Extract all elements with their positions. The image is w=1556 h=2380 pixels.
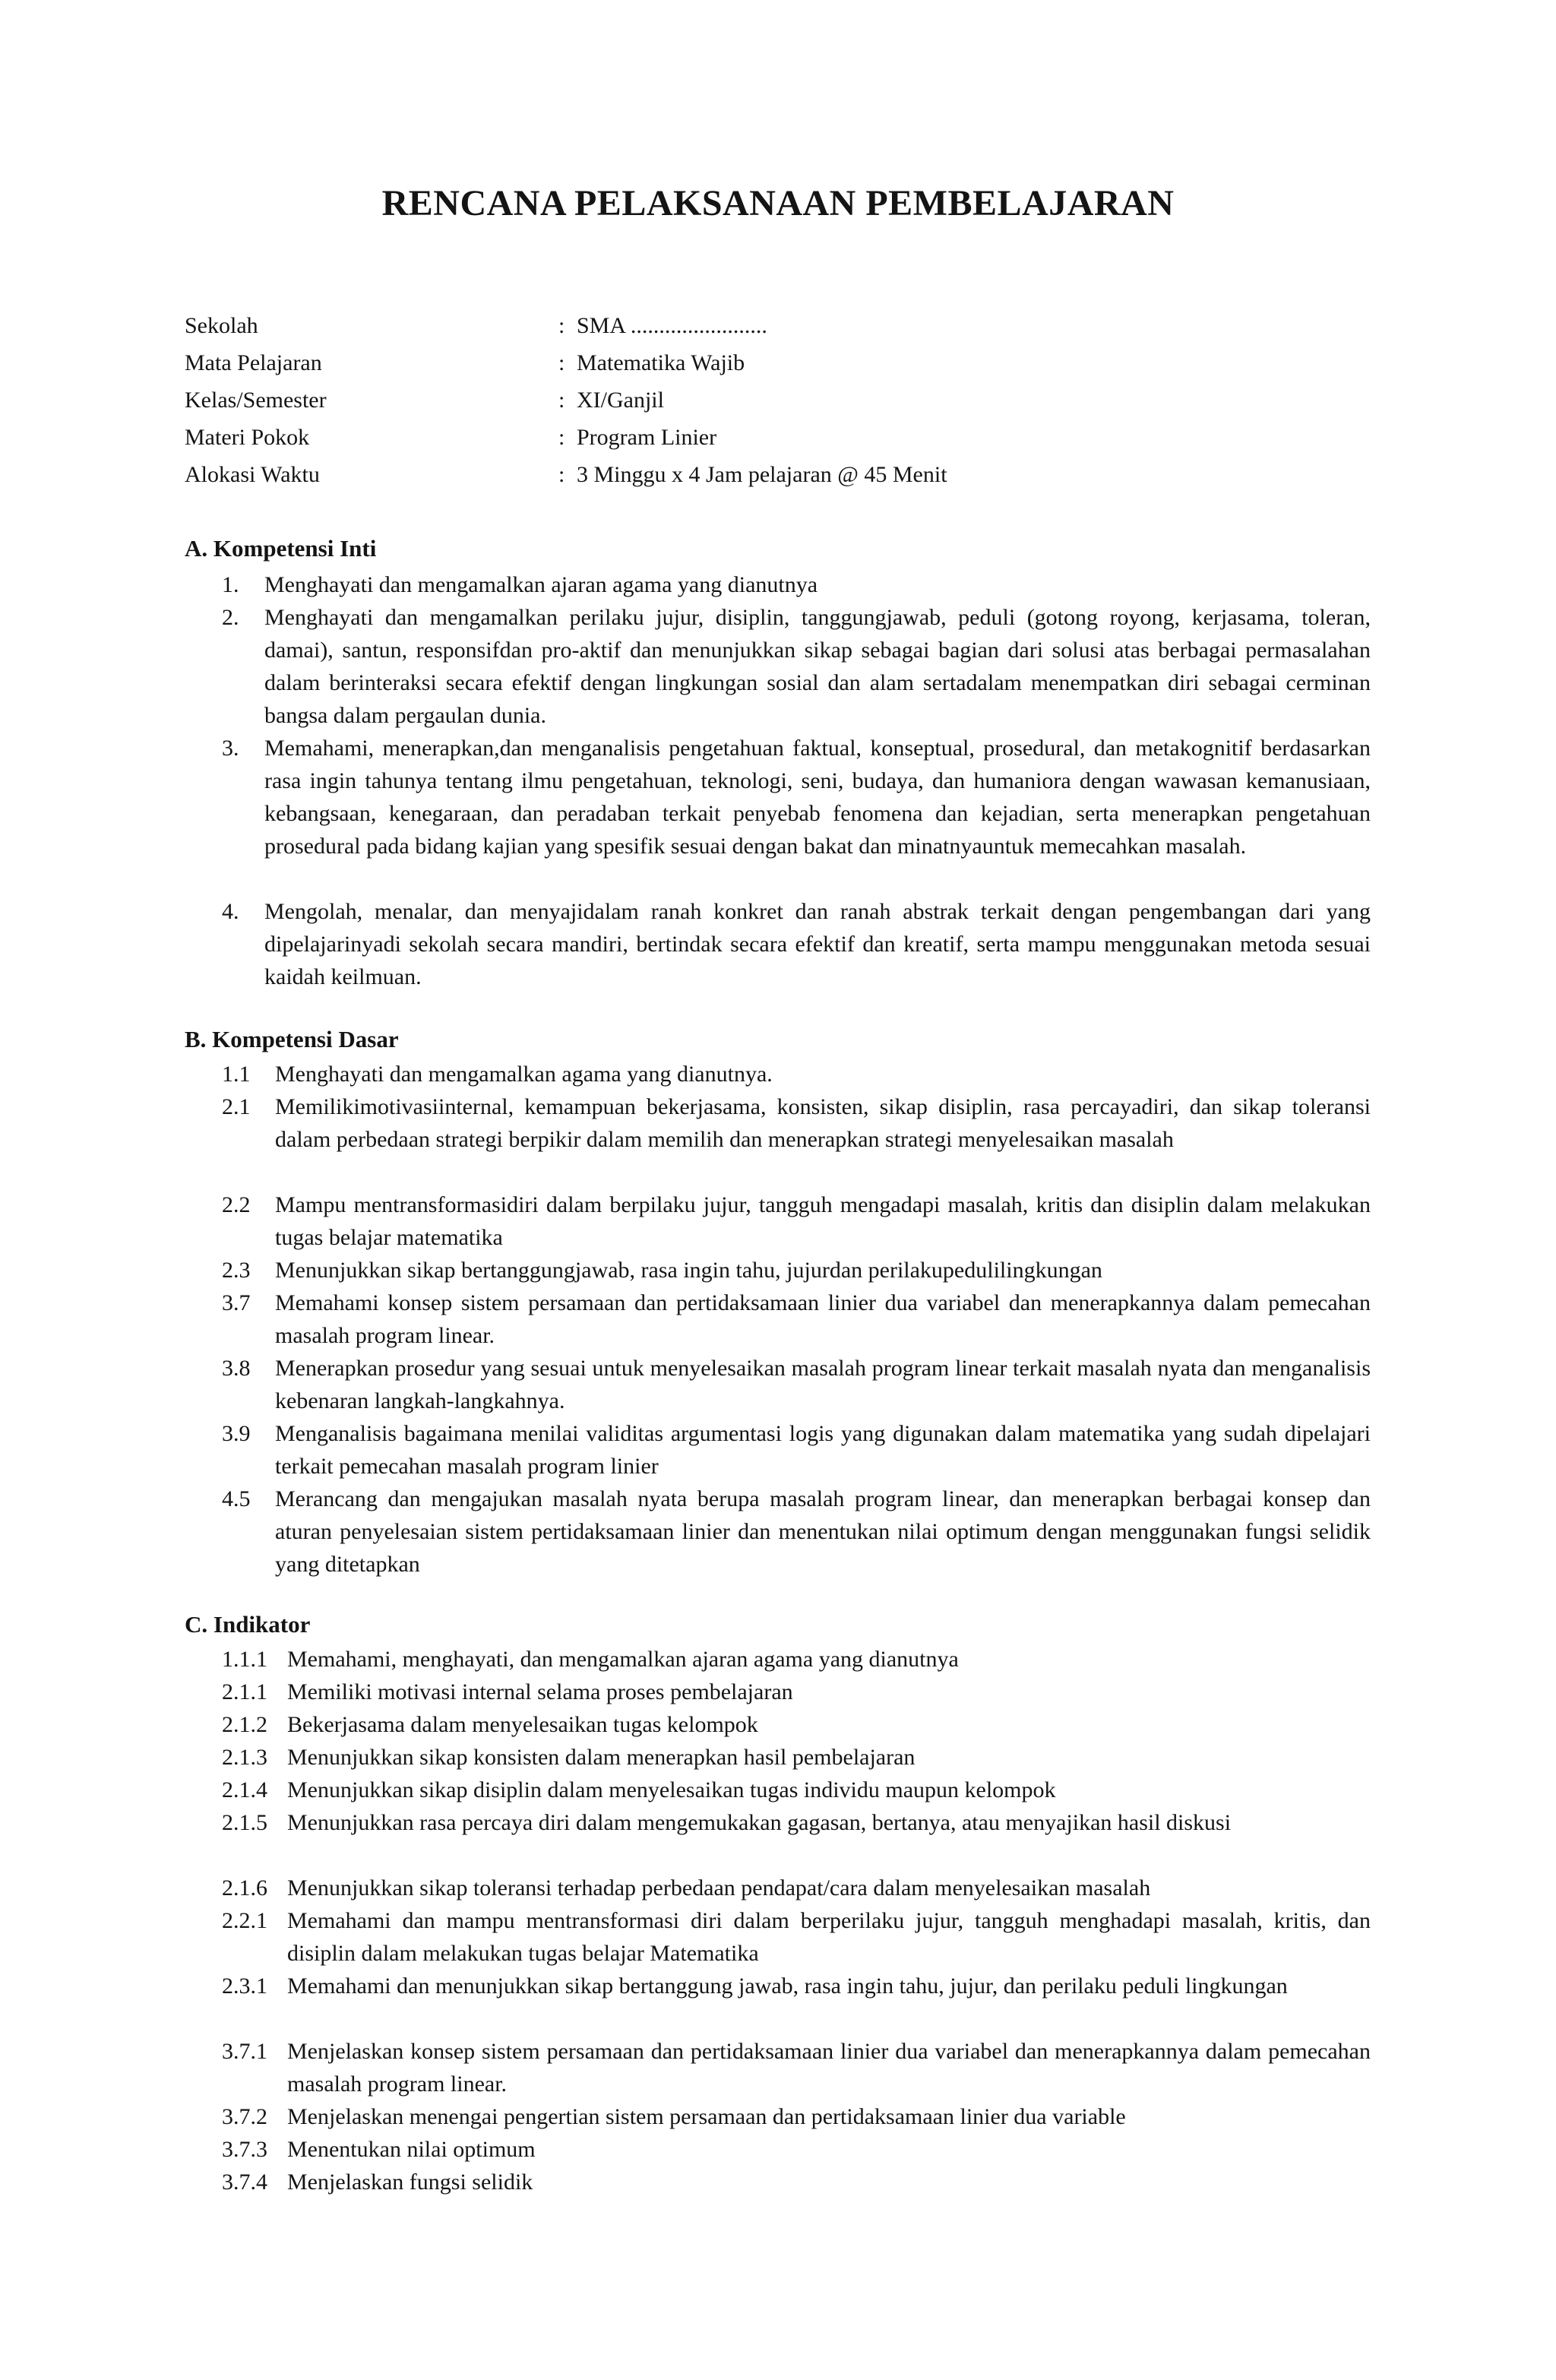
item-number: 3.9 (222, 1421, 251, 1446)
item-number: 2. (222, 605, 239, 630)
item-number: 4.5 (222, 1486, 251, 1511)
item-number: 2.1.1 (222, 1679, 267, 1704)
item-number: 2.3.1 (222, 1973, 267, 1999)
item-number: 3.7.4 (222, 2170, 267, 2195)
item-number: 2.3 (222, 1258, 251, 1283)
item-number: 2.1 (222, 1094, 251, 1119)
item-text: Menunjukkan sikap konsisten dalam menerapkan hasil pembelajaran (287, 1745, 916, 1770)
item-text: Bekerjasama dalam menyelesaikan tugas kelompok (287, 1712, 758, 1737)
section-heading-indikator: C. Indikator (185, 1611, 311, 1638)
item-text: Merancang dan mengajukan masalah nyata berupa masalah program linear, dan menerapkan berbagai konsep dan aturan penyelesaian sistem pertidaksamaan linier dan menentukan nilai optimum dengan menggunakan fungsi selidik yang ditetapkan (275, 1486, 1371, 1577)
item-text: Memahami, menghayati, dan mengamalkan ajaran agama yang dianutnya (287, 1647, 959, 1672)
identity-label: Sekolah (185, 313, 258, 338)
item-number: 3.7.2 (222, 2104, 267, 2129)
item-text: Menunjukkan sikap toleransi terhadap perbedaan pendapat/cara dalam menyelesaikan masalah (287, 1875, 1151, 1901)
item-number: 3.7 (222, 1290, 251, 1315)
identity-colon: : (558, 313, 565, 338)
item-number: 2.1.5 (222, 1810, 267, 1835)
identity-label: Mata Pelajaran (185, 350, 322, 375)
item-text: Mampu mentransformasidiri dalam berpilaku jujur, tangguh mengadapi masalah, kritis dan disiplin dalam melakukan tugas belajar matematika (275, 1192, 1371, 1250)
item-text: Menentukan nilai optimum (287, 2137, 536, 2162)
identity-colon: : (558, 462, 565, 487)
item-text: Memiliki motivasi internal selama proses pembelajaran (287, 1679, 793, 1704)
identity-colon: : (558, 425, 565, 450)
item-text: Memahami dan menunjukkan sikap bertanggung jawab, rasa ingin tahu, jujur, dan perilaku peduli lingkungan (287, 1973, 1288, 1999)
item-text: Menerapkan prosedur yang sesuai untuk menyelesaikan masalah program linear terkait masalah nyata dan menganalisis kebenaran langkah-langkahnya. (275, 1356, 1371, 1413)
item-number: 2.1.3 (222, 1745, 267, 1770)
identity-colon: : (558, 388, 565, 413)
item-text: Memahami konsep sistem persamaan dan pertidaksamaan linier dua variabel dan menerapkannya dalam pemecahan masalah program linear. (275, 1290, 1371, 1348)
item-number: 4. (222, 899, 239, 924)
section-heading-kompetensi-inti: A. Kompetensi Inti (185, 535, 377, 562)
item-text: Menghayati dan mengamalkan perilaku jujur, disiplin, tanggungjawab, peduli (gotong royong, kerjasama, toleran, damai), santun, responsifdan pro-aktif dan menunjukkan sikap sebagai bagian dari solusi atas berbagai permasalahan dalam berinteraksi secara efektif dengan lingkungan sosial dan alam sertadalam menempatkan diri sebagai cerminan bangsa dalam pergaulan dunia. (264, 605, 1371, 728)
identity-colon: : (558, 350, 565, 375)
identity-label: Kelas/Semester (185, 388, 327, 413)
item-number: 2.2 (222, 1192, 251, 1217)
item-number: 2.1.6 (222, 1875, 267, 1901)
item-text: Memahami dan mampu mentransformasi diri dalam berperilaku jujur, tangguh menghadapi masalah, kritis, dan disiplin dalam melakukan tugas belajar Matematika (287, 1908, 1371, 1966)
identity-label: Alokasi Waktu (185, 462, 320, 487)
item-text: Menunjukkan sikap bertanggungjawab, rasa ingin tahu, jujurdan perilakupedulilingkungan (275, 1258, 1102, 1283)
identity-value: 3 Minggu x 4 Jam pelajaran @ 45 Menit (577, 462, 947, 487)
identity-value: SMA ........................ (577, 313, 767, 338)
item-number: 1.1.1 (222, 1647, 267, 1672)
item-text: Menunjukkan sikap disiplin dalam menyelesaikan tugas individu maupun kelompok (287, 1777, 1056, 1802)
item-text: Memilikimotivasiinternal, kemampuan bekerjasama, konsisten, sikap disiplin, rasa percayadiri, dan sikap toleransi dalam perbedaan strategi berpikir dalam memilih dan menerapkan strategi menyelesaikan masalah (275, 1094, 1371, 1152)
item-text: Menunjukkan rasa percaya diri dalam mengemukakan gagasan, bertanya, atau menyajikan hasil diskusi (287, 1810, 1232, 1835)
item-number: 1.1 (222, 1062, 251, 1087)
identity-value: Program Linier (577, 425, 717, 450)
item-number: 2.2.1 (222, 1908, 267, 1933)
identity-value: XI/Ganjil (577, 388, 664, 413)
item-text: Menjelaskan konsep sistem persamaan dan pertidaksamaan linier dua variabel dan menerapkannya dalam pemecahan masalah program linear. (287, 2039, 1371, 2097)
item-text: Mengolah, menalar, dan menyajidalam ranah konkret dan ranah abstrak terkait dengan pengembangan dari yang dipelajarinyadi sekolah secara mandiri, bertindak secara efektif dan kreatif, serta mampu menggunakan metoda sesuai kaidah keilmuan. (264, 899, 1371, 989)
item-number: 3.8 (222, 1356, 251, 1381)
item-text: Menjelaskan menengai pengertian sistem persamaan dan pertidaksamaan linier dua variable (287, 2104, 1126, 2129)
item-number: 1. (222, 572, 239, 597)
section-heading-kompetensi-dasar: B. Kompetensi Dasar (185, 1026, 399, 1052)
item-text: Menghayati dan mengamalkan ajaran agama yang dianutnya (264, 572, 818, 597)
item-number: 3.7.3 (222, 2137, 267, 2162)
document-title: RENCANA PELAKSANAAN PEMBELAJARAN (381, 183, 1175, 223)
item-number: 3.7.1 (222, 2039, 267, 2064)
item-number: 2.1.4 (222, 1777, 267, 1802)
item-number: 3. (222, 736, 239, 761)
item-text: Menganalisis bagaimana menilai validitas argumentasi logis yang digunakan dalam matematika yang sudah dipelajari terkait pemecahan masalah program linier (275, 1421, 1371, 1479)
item-text: Menghayati dan mengamalkan agama yang dianutnya. (275, 1062, 773, 1087)
identity-label: Materi Pokok (185, 425, 310, 450)
item-text: Memahami, menerapkan,dan menganalisis pengetahuan faktual, konseptual, prosedural, dan metakognitif berdasarkan rasa ingin tahunya tentang ilmu pengetahuan, teknologi, seni, budaya, dan humaniora dengan wawasan kemanusiaan, kebangsaan, kenegaraan, dan peradaban terkait penyebab fenomena dan kejadian, serta menerapkan pengetahuan prosedural pada bidang kajian yang spesifik sesuai dengan bakat dan minatnyauntuk memecahkan masalah. (264, 736, 1371, 859)
item-number: 2.1.2 (222, 1712, 267, 1737)
item-text: Menjelaskan fungsi selidik (287, 2170, 533, 2195)
identity-value: Matematika Wajib (577, 350, 745, 375)
